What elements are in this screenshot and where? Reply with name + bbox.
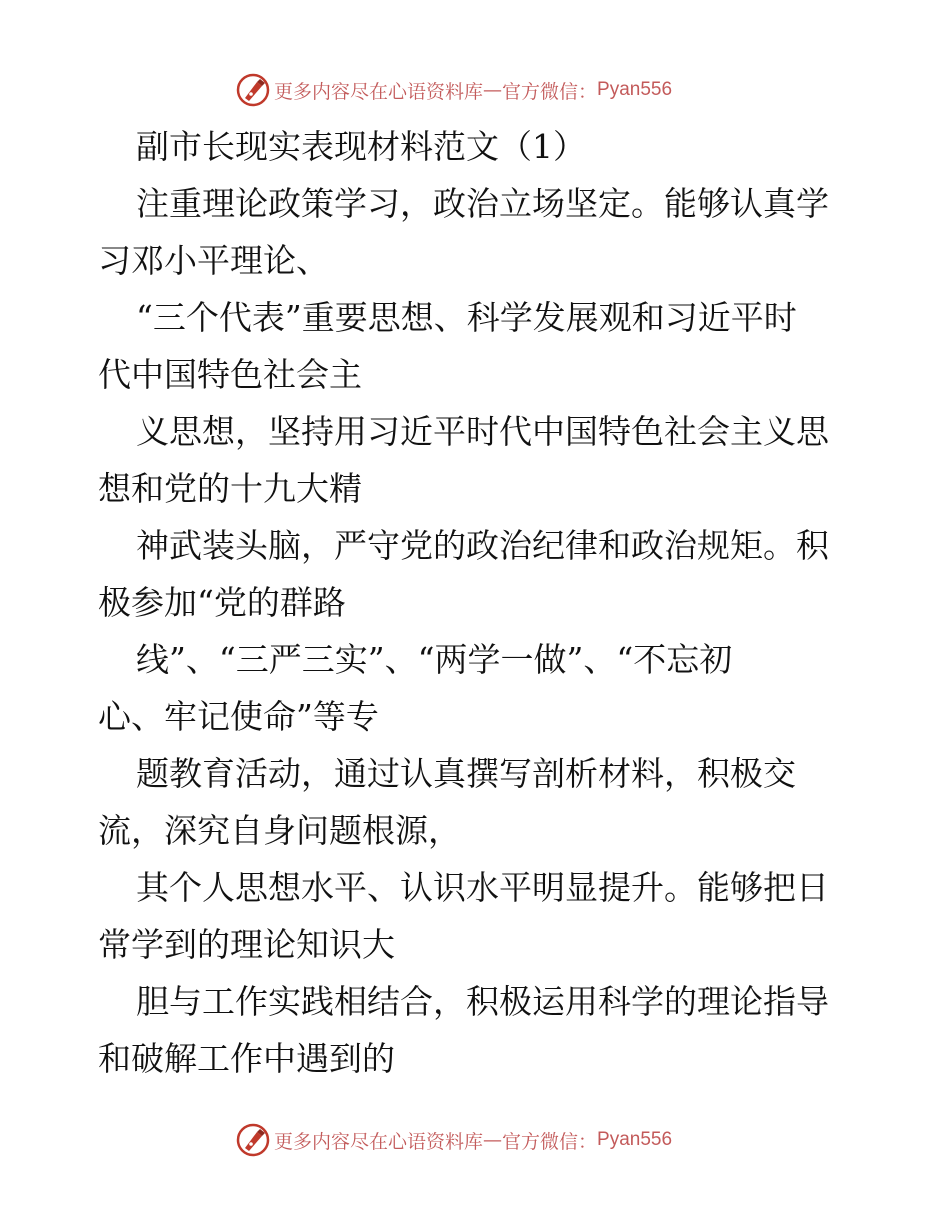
banner-promo-text: 更多内容尽在心语资料库 (274, 80, 484, 103)
paragraph-line: 义思想，坚持用习近平时代中国特色社会主义思 (136, 412, 829, 451)
red-pen-nib-logo-icon (236, 73, 270, 107)
red-pen-nib-logo-icon (236, 1123, 270, 1157)
banner-promo-text: 更多内容尽在心语资料库 (274, 1130, 484, 1153)
banner-official-label: 官方微信： (502, 80, 598, 103)
paragraph-line: 神武装头脑，严守党的政治纪律和政治规矩。积 (136, 526, 829, 565)
banner-dash: — (483, 1129, 503, 1151)
paragraph-line: 极参加“党的群路 (98, 583, 346, 622)
paragraph-line: 其个人思想水平、认识水平明显提升。能够把日 (136, 868, 829, 907)
paragraph-line: 流，深究自身问题根源， (98, 811, 461, 850)
paragraph-line: “三个代表”重要思想、科学发展观和习近平时 (136, 298, 797, 337)
paragraph-line: 习邓小平理论、 (98, 241, 329, 280)
footer-banner (236, 1120, 672, 1160)
document-body (98, 118, 858, 1087)
paragraph-line: 想和党的十九大精 (98, 469, 362, 508)
banner-official-label: 官方微信： (502, 1130, 598, 1153)
paragraph-line: 线”、“三严三实”、“两学一做”、“不忘初 (136, 640, 733, 679)
paragraph-line: 常学到的理论知识大 (98, 925, 395, 964)
banner-wechat-id: Pyan556 (597, 1129, 673, 1150)
header-banner (236, 70, 672, 110)
paragraph-line: 心、牢记使命”等专 (98, 697, 379, 736)
banner-wechat-id: Pyan556 (597, 79, 673, 100)
paragraph-line: 代中国特色社会主 (98, 355, 362, 394)
paragraph-line: 注重理论政策学习，政治立场坚定。能够认真学 (136, 184, 829, 223)
banner-dash: — (483, 79, 503, 101)
paragraph-line: 和破解工作中遇到的 (98, 1039, 395, 1078)
paragraph-line: 题教育活动，通过认真撰写剖析材料，积极交 (136, 754, 796, 793)
document-title: 副市长现实表现材料范文（1） (136, 127, 586, 166)
paragraph-line: 胆与工作实践相结合，积极运用科学的理论指导 (136, 982, 829, 1021)
